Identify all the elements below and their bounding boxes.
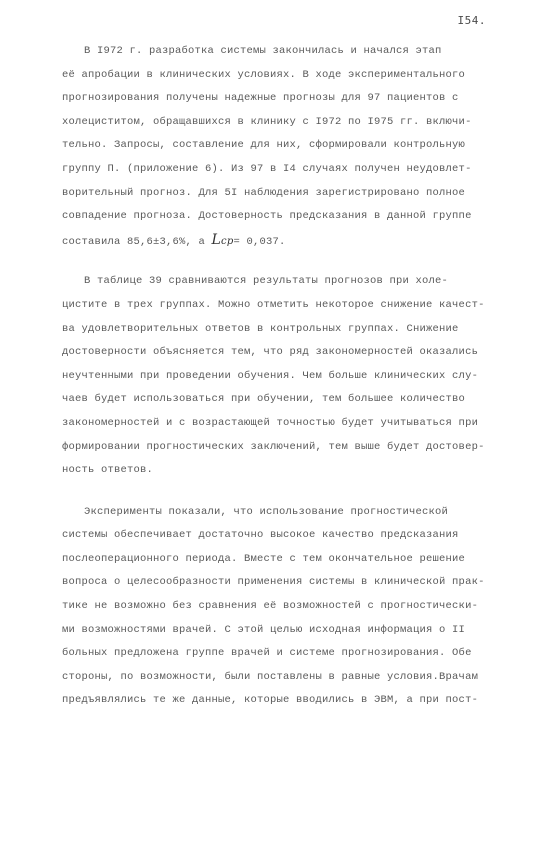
text-line: закономерностей и с возрастающей точностью будет учитываться при [62,416,479,429]
text-line: формировании прогностических заключений, тем выше будет достовер- [62,440,485,453]
text-line: вопроса о целесообразности применения системы в клинической прак- [62,576,485,589]
text-line: чаев будет использоваться при обучении, тем большее количество [62,393,466,406]
formula-text-after: = 0,037. [233,235,286,248]
text-line: послеоперационного периода. Вместе с тем окончательное решение [62,552,466,565]
text-line: ность ответов. [62,464,154,477]
text-line: циститe в трех группах. Можно отметить некоторое снижение качест- [62,298,485,311]
text-line: её апробации в клинических условиях. В ходе экспериментального [62,68,466,81]
text-line: достоверности объясняется тем, что ряд закономерностей оказались [62,346,479,359]
paragraph-1 [62,40,502,252]
text-line: Эксперименты показали, что использование прогностической [84,505,449,518]
text-line-formula [62,229,502,253]
text-line: В таблице 39 сравниваются результаты прогнозов при холе- [84,275,449,288]
text-line: группу П. (приложение 6). Из 97 в I4 случаях получен неудовлет- [62,162,472,175]
text-line: ворительный прогноз. Для 5I наблюдения зарегистрировано полное [62,186,466,199]
text-line: стороны, по возможности, были поставлены в равные условия.Врачам [62,670,479,683]
text-line: ми возможностями врачей. С этой целью исходная информация о II [62,623,466,636]
body-text [62,40,502,731]
formula-subscript: ср [221,235,234,247]
text-line: холециститом, обращавшихся в клинику с I972 по I975 гг. включи- [62,115,472,128]
text-line: тельно. Запросы, составление для них, сформировали контрольную [62,139,466,152]
page-number: I54. [457,14,486,27]
text-line: больных предложена группе врачей и системе прогнозирования. Обе [62,647,472,660]
text-line: системы обеспечивает достаточно высокое качество предсказания [62,529,459,542]
text-line: прогнозирования получены надежные прогнозы для 97 пациентов с [62,92,459,105]
text-line: ва удовлетворительных ответов в контрольных группах. Снижение [62,322,459,335]
text-line: В I972 г. разработка системы закончилась и начался этап [84,45,442,57]
text-line: тике не возможно без сравнения её возможностей с прогностически- [62,600,479,613]
paragraph-2 [62,270,502,482]
text-line: совпадение прогноза. Достоверность предсказания в данной группе [62,210,472,223]
paragraph-3 [62,501,502,713]
formula-text-before: составила 85,6±3,6%, а [62,235,206,248]
formula-symbol: L [211,231,222,248]
text-line: неучтенными при проведении обучения. Чем больше клинических слу- [62,369,479,382]
text-line: предъявлялись те же данные, которые вводились в ЭВМ, а при пост- [62,694,479,707]
